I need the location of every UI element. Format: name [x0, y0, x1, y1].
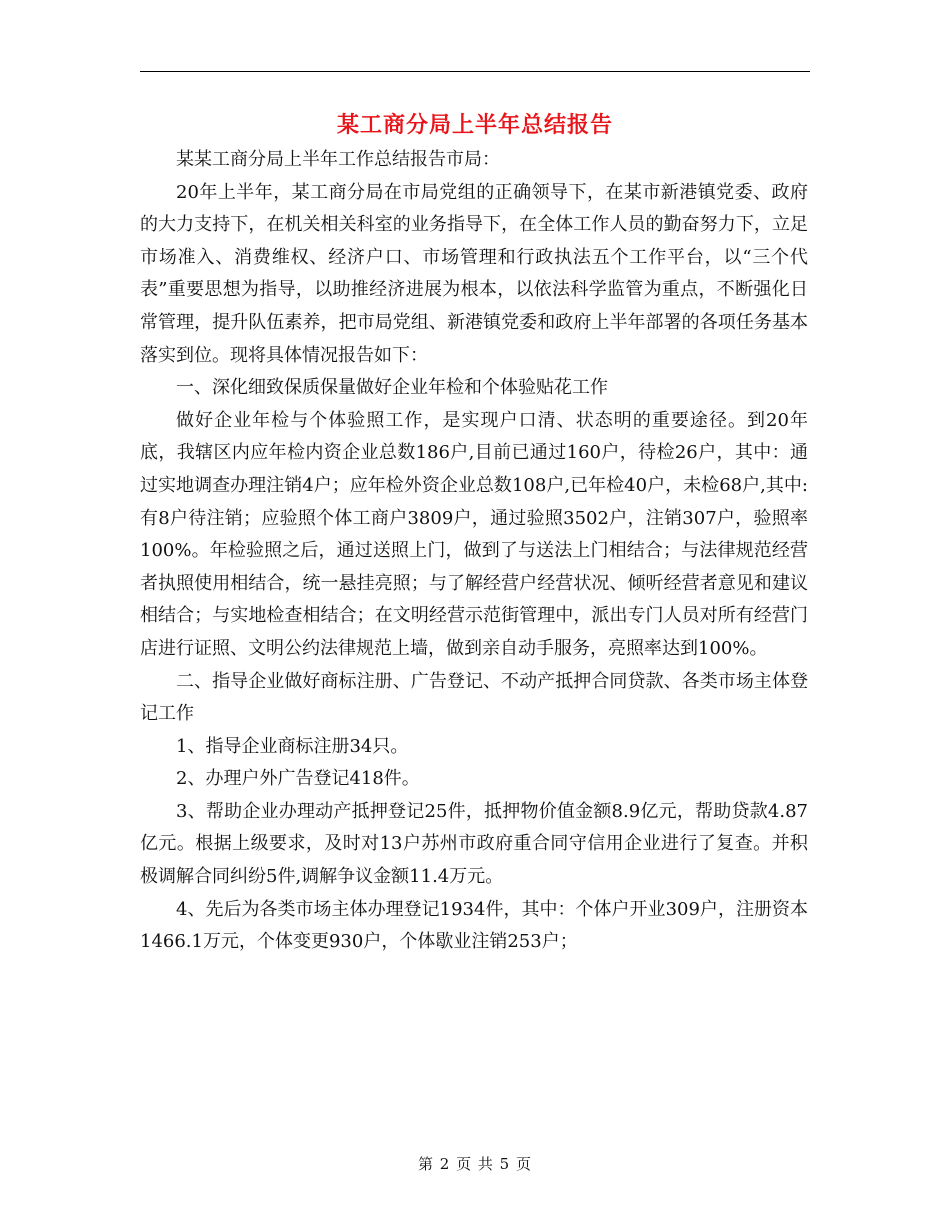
section-heading: 一、深化细致保质保量做好企业年检和个体验贴花工作 [176, 377, 608, 399]
paragraph: 某某工商分局上半年工作总结报告市局： [176, 149, 500, 170]
list-item: 2、办理户外广告登记418件。 [176, 768, 420, 790]
document-title: 某工商分局上半年总结报告 [336, 113, 613, 138]
paragraph: 20年上半年，某工商分局在市局党组的正确领导下，在某市新港镇党委、政府的大力支持下，在机关相关科室的业务指导下，在全体工作人员的勤奋努力下，立足市场准入、消费维权、经济户口、市场管理和行政执法五个工作平台，以“三个代表”重要思想为指导，以助推经济进展为根本，以依法科学监管为重点，不断强化日常管理，提升队伍素养，把市局党组、新港镇党委和政府上半年部署的各项任务基本落实到位。现将具体情况报告如下： [140, 181, 808, 366]
list-item: 1、指导企业商标注册34只。 [176, 735, 409, 757]
document-body [140, 144, 808, 959]
list-item: 4、先后为各类市场主体办理登记1934件，其中：个体户开业309户，注册资本1466.1万元，个体变更930户，个体歇业注销253户； [140, 898, 808, 953]
header-rule [140, 71, 810, 72]
section-heading: 二、指导企业做好商标注册、广告登记、不动产抵押合同贷款、各类市场主体登记工作 [140, 670, 808, 725]
paragraph: 做好企业年检与个体验照工作，是实现户口清、状态明的重要途径。到20年底，我辖区内应年检内资企业总数186户,目前已通过160户，待检26户，其中：通过实地调查办理注销4户；应年检外资企业总数108户,已年检40户，未检68户,其中:有8户待注销；应验照个体工商户3809户，通过验照3502户，注销307户，验照率100%。年检验照之后，通过送照上门，做到了与送法上门相结合；与法律规范经营者执照使用相结合，统一悬挂亮照；与了解经营户经营状况、倾听经营者意见和建议相结合；与实地检查相结合；在文明经营示范街管理中，派出专门人员对所有经营门店进行证照、文明公约法律规范上墙，做到亲自动手服务，亮照率达到100%。 [140, 409, 808, 659]
page-number: 第 2 页 共 5 页 [418, 1155, 532, 1173]
list-item: 3、帮助企业办理动产抵押登记25件，抵押物价值金额8.9亿元，帮助贷款4.87亿元。根据上级要求，及时对13户苏州市政府重合同守信用企业进行了复查。并积极调解合同纠纷5件,调解争议金额11.4万元。 [140, 800, 808, 888]
